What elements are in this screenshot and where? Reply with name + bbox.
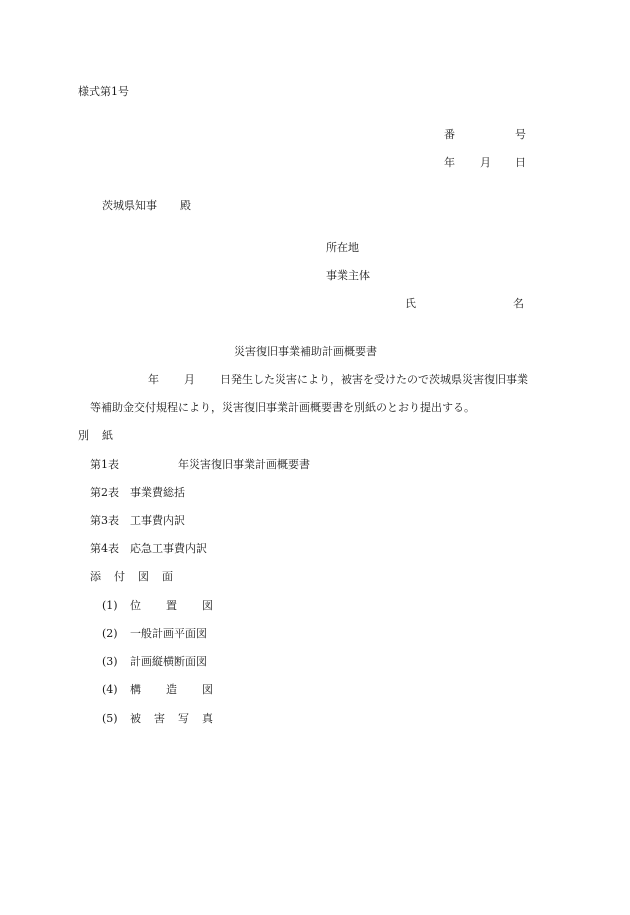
attached-heading-char-2: 付 xyxy=(114,570,125,583)
entity-label: 事業主体 xyxy=(326,269,370,282)
appendix-label-second: 紙 xyxy=(102,429,113,442)
drawing-4-char-1: 構 xyxy=(130,683,141,696)
table-3-title: 工事費内訳 xyxy=(130,514,185,527)
document-title: 災害復旧事業補助計画概要書 xyxy=(234,345,377,358)
drawing-1-char-2: 置 xyxy=(166,599,177,612)
addressee-honorific: 殿 xyxy=(180,199,191,212)
document-number-suffix: 号 xyxy=(515,128,526,141)
drawing-2-title: 一般計画平面図 xyxy=(130,627,207,640)
address-label: 所在地 xyxy=(326,241,359,254)
drawing-5-number: (5) xyxy=(102,712,118,725)
drawing-3-title: 計画縦横断面図 xyxy=(130,655,207,668)
body-line-1: 日発生した災害により，被害を受けたので茨城県災害復旧事業 xyxy=(220,373,528,386)
name-label-second: 名 xyxy=(513,297,524,310)
document-number-label: 番 xyxy=(444,128,455,141)
name-label-first: 氏 xyxy=(405,297,416,310)
drawing-4-char-2: 造 xyxy=(166,683,177,696)
drawing-4-number: (4) xyxy=(102,683,118,696)
drawing-1-char-1: 位 xyxy=(130,599,141,612)
date-year-label: 年 xyxy=(444,156,455,169)
drawing-4-char-3: 図 xyxy=(202,683,213,696)
drawing-5-char-4: 真 xyxy=(202,712,213,725)
form-number: 様式第1号 xyxy=(78,85,129,98)
attached-heading-char-1: 添 xyxy=(90,570,101,583)
drawing-5-char-2: 害 xyxy=(154,712,165,725)
drawing-3-number: (3) xyxy=(102,655,118,668)
attached-heading-char-4: 面 xyxy=(162,570,173,583)
date-month-label: 月 xyxy=(480,156,491,169)
addressee-name: 茨城県知事 xyxy=(102,199,157,212)
table-4-number: 第4表 xyxy=(90,542,119,555)
body-line-2: 等補助金交付規程により，災害復旧事業計画概要書を別紙のとおり提出する。 xyxy=(90,401,475,414)
drawing-5-char-1: 被 xyxy=(130,712,141,725)
drawing-2-number: (2) xyxy=(102,627,118,640)
table-3-number: 第3表 xyxy=(90,514,119,527)
table-2-title: 事業費総括 xyxy=(130,486,185,499)
drawing-1-char-3: 図 xyxy=(202,599,213,612)
appendix-label-first: 別 xyxy=(78,429,89,442)
drawing-5-char-3: 写 xyxy=(178,712,189,725)
table-2-number: 第2表 xyxy=(90,486,119,499)
date-day-label: 日 xyxy=(515,156,526,169)
body-year-label: 年 xyxy=(148,373,159,386)
attached-heading-char-3: 図 xyxy=(138,570,149,583)
drawing-1-number: (1) xyxy=(102,599,118,612)
table-1-number: 第1表 xyxy=(90,458,119,471)
table-4-title: 応急工事費内訳 xyxy=(130,542,207,555)
body-month-label: 月 xyxy=(184,373,195,386)
table-1-title: 年災害復旧事業計画概要書 xyxy=(178,458,310,471)
